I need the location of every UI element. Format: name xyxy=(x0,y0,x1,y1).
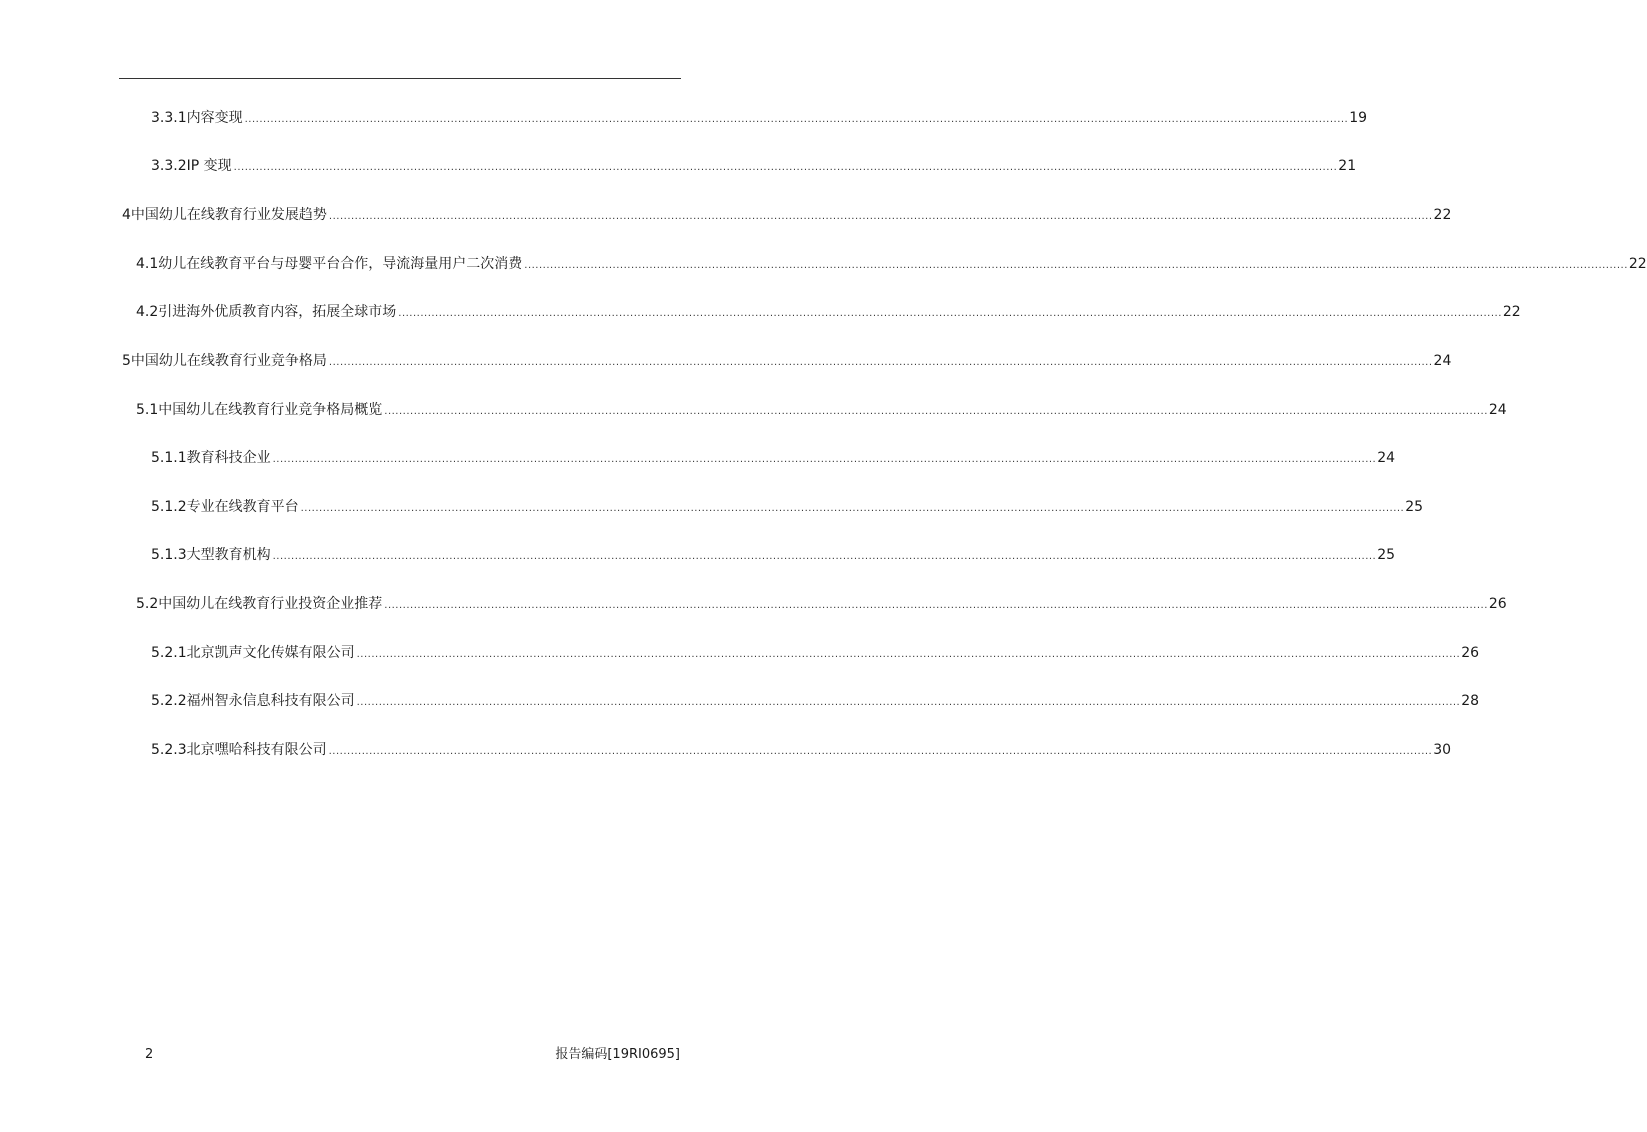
toc-entry-number: 5.1.2 xyxy=(151,499,187,515)
toc-entry-title: 北京凯声文化传媒有限公司 xyxy=(186,645,355,661)
toc-entry-page: 19 xyxy=(1349,110,1368,126)
toc-entry-page: 22 xyxy=(1502,304,1521,320)
toc-entry-title: 引进海外优质教育内容，拓展全球市场 xyxy=(158,304,397,320)
toc-entry-title: 福州智永信息科技有限公司 xyxy=(186,693,355,709)
toc-entry-page: 24 xyxy=(1433,353,1452,369)
toc-entry[interactable] xyxy=(151,691,1480,711)
toc-entry-title: 中国幼儿在线教育行业发展趋势 xyxy=(130,207,327,223)
toc-entry-number: 5 xyxy=(122,353,131,369)
toc-entry-page: 22 xyxy=(1628,256,1647,272)
toc-entry-number: 4 xyxy=(122,207,131,223)
toc-entry[interactable] xyxy=(151,108,1368,128)
toc-entry-title: 中国幼儿在线教育行业竞争格局概览 xyxy=(158,402,383,418)
toc-entry-title: 中国幼儿在线教育行业投资企业推荐 xyxy=(158,596,383,612)
toc-leader-dots: ............................................................................................................................................................................................................................................................................................................ xyxy=(384,600,1488,611)
toc-leader-dots: ............................................................................................................................................................................................................................................................................................................ xyxy=(524,260,1628,271)
toc-leader-dots: ............................................................................................................................................................................................................................................................................................................ xyxy=(272,454,1377,465)
toc-leader-dots: ............................................................................................................................................................................................................................................................................................................ xyxy=(398,308,1502,319)
toc-entry-page: 28 xyxy=(1461,693,1480,709)
toc-entry[interactable] xyxy=(151,497,1424,517)
toc-entry[interactable] xyxy=(151,740,1452,760)
toc-entry-number: 5.2.1 xyxy=(151,645,187,661)
toc-entry-number: 5.2.3 xyxy=(151,742,187,758)
toc-entry[interactable] xyxy=(136,302,1521,322)
toc-leader-dots: ............................................................................................................................................................................................................................................................................................................ xyxy=(328,211,1433,222)
toc-entry-title: 北京嘿哈科技有限公司 xyxy=(186,742,327,758)
toc-entry[interactable] xyxy=(151,643,1480,663)
toc-entry-number: 3.3.1 xyxy=(151,110,187,126)
toc-entry-page: 25 xyxy=(1405,499,1424,515)
toc-entry-number: 5.2.2 xyxy=(151,693,187,709)
toc-entry-number: 5.1.1 xyxy=(151,450,187,466)
toc-entry-title: 大型教育机构 xyxy=(186,547,271,563)
toc-leader-dots: ............................................................................................................................................................................................................................................................................................................ xyxy=(300,503,1405,514)
toc-entry[interactable] xyxy=(122,205,1452,225)
toc-entry[interactable] xyxy=(136,400,1507,420)
toc-entry-number: 4.1 xyxy=(136,256,159,272)
toc-entry-number: 5.2 xyxy=(136,596,159,612)
toc-entry-title: IP 变现 xyxy=(186,158,232,174)
toc-entry[interactable] xyxy=(151,156,1357,176)
toc-entry-title: 教育科技企业 xyxy=(186,450,271,466)
toc-entry-title: 幼儿在线教育平台与母婴平台合作，导流海量用户二次消费 xyxy=(158,256,523,272)
toc-leader-dots: ............................................................................................................................................................................................................................................................................................................ xyxy=(233,162,1338,173)
toc-entry-number: 5.1 xyxy=(136,402,159,418)
toc-leader-dots: ............................................................................................................................................................................................................................................................................................................ xyxy=(356,649,1461,660)
toc-entry-number: 5.1.3 xyxy=(151,547,187,563)
toc-entry-page: 26 xyxy=(1461,645,1480,661)
toc-entry-page: 22 xyxy=(1433,207,1452,223)
toc-leader-dots: ............................................................................................................................................................................................................................................................................................................ xyxy=(328,357,1433,368)
toc-entry-number: 3.3.2 xyxy=(151,158,187,174)
toc-entry[interactable] xyxy=(151,448,1396,468)
header-rule xyxy=(119,78,681,79)
toc-entry[interactable] xyxy=(136,594,1507,614)
toc-entry-page: 25 xyxy=(1377,547,1396,563)
toc-entry[interactable] xyxy=(122,351,1452,371)
toc-leader-dots: ............................................................................................................................................................................................................................................................................................................ xyxy=(328,746,1433,757)
footer-report-code: 报告编码[19RI0695] xyxy=(555,1047,680,1062)
toc-entry-title: 专业在线教育平台 xyxy=(186,499,299,515)
toc-entry-page: 21 xyxy=(1338,158,1357,174)
toc-entry-page: 24 xyxy=(1377,450,1396,466)
toc-entry-page: 30 xyxy=(1433,742,1452,758)
toc-entry-title: 中国幼儿在线教育行业竞争格局 xyxy=(130,353,327,369)
toc-leader-dots: ............................................................................................................................................................................................................................................................................................................ xyxy=(244,114,1349,125)
toc-leader-dots: ............................................................................................................................................................................................................................................................................................................ xyxy=(272,551,1377,562)
toc-leader-dots: ............................................................................................................................................................................................................................................................................................................ xyxy=(384,406,1488,417)
toc-entry-page: 26 xyxy=(1488,596,1507,612)
footer-page-number: 2 xyxy=(145,1047,154,1062)
toc-entry-title: 内容变现 xyxy=(186,110,243,126)
toc-entry-page: 24 xyxy=(1488,402,1507,418)
toc-entry[interactable] xyxy=(151,545,1396,565)
toc-entry-number: 4.2 xyxy=(136,304,159,320)
toc-leader-dots: ............................................................................................................................................................................................................................................................................................................ xyxy=(356,697,1461,708)
toc-entry[interactable] xyxy=(136,254,1647,274)
